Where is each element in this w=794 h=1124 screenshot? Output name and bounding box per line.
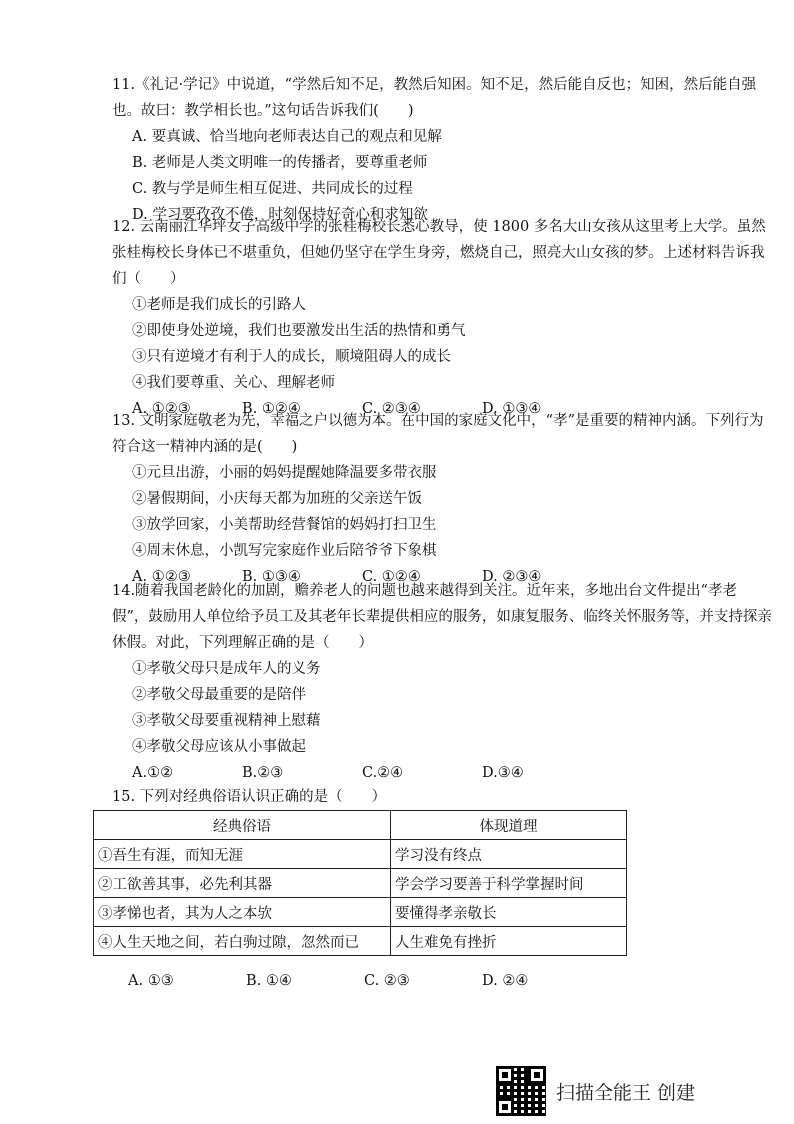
table-cell-principle: 学习没有终点 bbox=[391, 840, 627, 869]
question-13 bbox=[112, 408, 772, 590]
question-12-choice-a: A. ①②③ bbox=[132, 401, 191, 417]
question-15-choice-b: B. ①④ bbox=[246, 973, 292, 989]
question-14-statement-2: ②孝敬父母最重要的是陪伴 bbox=[132, 687, 306, 703]
question-14-choice-a: A.①② bbox=[132, 765, 174, 781]
question-15-choice-c: C. ②③ bbox=[364, 973, 410, 989]
question-13-choice-d: D. ②③④ bbox=[482, 569, 542, 585]
qr-code-icon bbox=[496, 1066, 546, 1116]
question-14-choice-b: B.②③ bbox=[242, 765, 284, 781]
table-cell-principle: 人生难免有挫折 bbox=[391, 927, 627, 956]
question-14-statement-4: ④孝敬父母应该从小事做起 bbox=[132, 739, 306, 755]
table-row bbox=[94, 869, 627, 898]
question-15-choice-a: A. ①③ bbox=[128, 973, 174, 989]
question-13-statement-4: ④周末休息，小凯写完家庭作业后陪爷爷下象棋 bbox=[132, 543, 437, 559]
question-13-statement-2: ②暑假期间，小庆每天都为加班的父亲送午饭 bbox=[132, 491, 422, 507]
table-header-saying: 经典俗语 bbox=[94, 811, 391, 840]
question-14 bbox=[112, 578, 772, 786]
question-12-choice-b: B. ①②④ bbox=[242, 401, 301, 417]
question-15-choices bbox=[128, 968, 600, 994]
question-12-statement-3: ③只有逆境才有利于人的成长，顺境阻碍人的成长 bbox=[132, 349, 451, 365]
question-14-stem: 14.随着我国老龄化的加剧，赡养老人的问题也越来越得到关注。近年来，多地出台文件提出“孝老假”，鼓励用人单位给予员工及其老年长辈提供相应的服务，如康复服务、临终关怀服务等，并支持探亲休假。对此，下列理解正确的是（ ） bbox=[112, 583, 772, 651]
question-12 bbox=[112, 214, 772, 422]
table-header-principle: 体现道理 bbox=[391, 811, 627, 840]
question-11-option-b: B. 老师是人类文明唯一的传播者，要尊重老师 bbox=[132, 155, 428, 171]
scanner-watermark bbox=[496, 1066, 695, 1116]
table-cell-principle: 要懂得孝亲敬长 bbox=[391, 898, 627, 927]
table-header-row bbox=[94, 811, 627, 840]
question-15-choice-d: D. ②④ bbox=[482, 973, 529, 989]
question-12-choice-d: D. ①③④ bbox=[482, 401, 542, 417]
table-row bbox=[94, 840, 627, 869]
question-15 bbox=[112, 784, 772, 810]
table-cell-saying: ④人生天地之间，若白驹过隙，忽然而已 bbox=[94, 927, 391, 956]
question-14-choice-d: D.③④ bbox=[482, 765, 524, 781]
table-cell-saying: ③孝悌也者，其为人之本欤 bbox=[94, 898, 391, 927]
table-row bbox=[94, 927, 627, 956]
question-14-choice-c: C.②④ bbox=[362, 765, 404, 781]
question-11-option-d: D. 学习要孜孜不倦，时刻保持好奇心和求知欲 bbox=[132, 207, 428, 223]
question-15-stem: 15. 下列对经典俗语认识正确的是（ ） bbox=[112, 789, 387, 805]
question-13-choice-b: B. ①③④ bbox=[242, 569, 301, 585]
question-11-option-c: C. 教与学是师生相互促进、共同成长的过程 bbox=[132, 181, 413, 197]
table-cell-saying: ②工欲善其事，必先利其器 bbox=[94, 869, 391, 898]
question-13-statement-3: ③放学回家，小美帮助经营餐馆的妈妈打扫卫生 bbox=[132, 517, 437, 533]
question-13-statement-1: ①元旦出游，小丽的妈妈提醒她降温要多带衣服 bbox=[132, 465, 437, 481]
question-15-table bbox=[93, 810, 627, 956]
table-cell-saying: ①吾生有涯，而知无涯 bbox=[94, 840, 391, 869]
question-12-statement-4: ④我们要尊重、关心、理解老师 bbox=[132, 375, 335, 391]
question-11-option-a: A. 要真诚、恰当地向老师表达自己的观点和见解 bbox=[132, 129, 442, 145]
question-13-choice-c: C. ①②④ bbox=[362, 569, 421, 585]
question-13-stem: 13. 文明家庭敬老为先，幸福之户以德为本。在中国的家庭文化中，“孝”是重要的精神内涵。下列行为符合这一精神内涵的是( ) bbox=[112, 413, 764, 455]
question-14-choices bbox=[112, 760, 772, 786]
table-cell-principle: 学会学习要善于科学掌握时间 bbox=[391, 869, 627, 898]
question-14-statement-3: ③孝敬父母要重视精神上慰藉 bbox=[132, 713, 321, 729]
question-11 bbox=[112, 72, 772, 228]
question-12-statement-1: ①老师是我们成长的引路人 bbox=[132, 297, 306, 313]
question-12-statement-2: ②即使身处逆境，我们也要激发出生活的热情和勇气 bbox=[132, 323, 466, 339]
question-14-statement-1: ①孝敬父母只是成年人的义务 bbox=[132, 661, 321, 677]
question-12-stem: 12. 云南丽江华坪女子高级中学的张桂梅校长悉心教导，使 1800 多名大山女孩从这里考上大学。虽然张桂梅校长身体已不堪重负，但她仍坚守在学生身旁，燃烧自己，照亮大山女孩的梦。上述材料告诉我们（ ） bbox=[112, 219, 766, 287]
question-11-stem: 11.《礼记·学记》中说道，“学然后知不足，教然后知困。知不足，然后能自反也；知困，然后能自强也。故曰：教学相长也。”这句话告诉我们( ) bbox=[112, 77, 757, 119]
question-12-choice-c: C. ②③④ bbox=[362, 401, 421, 417]
watermark-text: 扫描全能王 创建 bbox=[556, 1081, 696, 1104]
question-13-choice-a: A. ①②③ bbox=[132, 569, 191, 585]
table-row bbox=[94, 898, 627, 927]
